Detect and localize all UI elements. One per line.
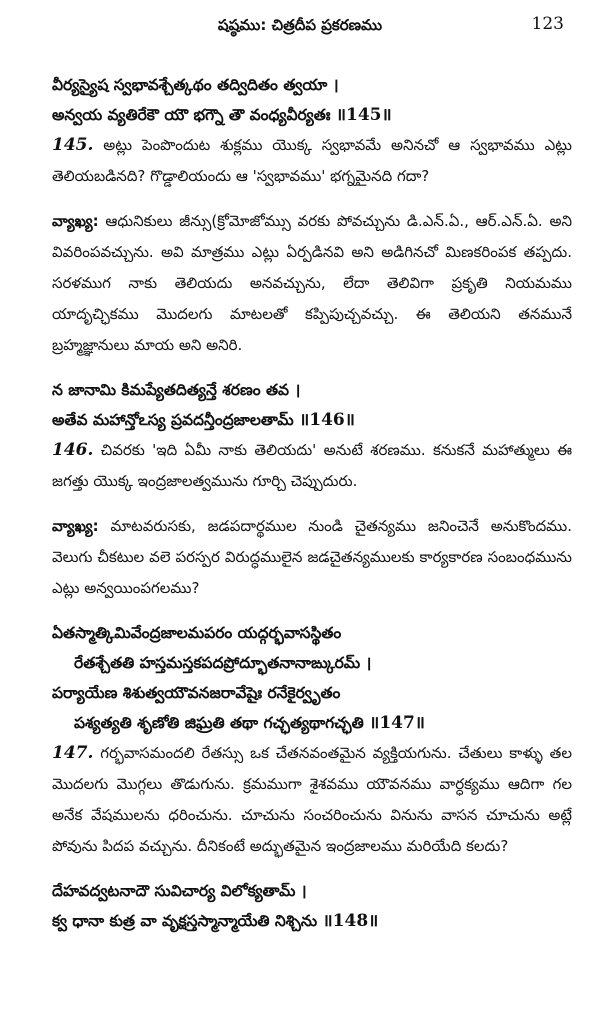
paragraph-number: 146. (52, 440, 94, 460)
paragraph-number: 145. (52, 135, 94, 155)
verse-line: ఏతస్మాత్కిమివేంద్రజాలమపరం యద్గర్భవాసస్థితం (52, 624, 342, 642)
spacer (52, 862, 572, 876)
verse-line: పర్యాయేణ శిశుత్వయౌవనజరావేషైః రనేకైర్వృతం (52, 684, 341, 702)
spacer (52, 192, 572, 206)
paragraph-text: అట్లు పెంపొందుట శుక్లము యొక్క స్వభావమే అనినచో ఆ స్వభావము ఎట్లు తెలియబడినది? గొడ్డాలియందు ఆ 'స్వభావము' భగ్నమైనది గదా? (52, 136, 572, 185)
verse-line-text: అతేవ మహాన్తోఽస్య ప్రవదన్తీంద్రజాలతామ్ (52, 411, 294, 429)
verse-line-text: అన్వయ వ్యతిరేకౌ యౌ భగ్నౌ తౌ వంధ్యవీర్యతః (52, 106, 331, 124)
verse-number: ॥145॥ (335, 105, 392, 125)
verse-number: ॥148॥ (322, 911, 379, 931)
verse-line (52, 405, 572, 435)
verse-line: న జానామి కిమప్యేతదిత్యన్తే శరణం తవ । (52, 381, 301, 399)
spacer (52, 604, 572, 618)
verse-145 (52, 70, 572, 130)
translation-145 (52, 130, 572, 192)
verse-line: వీర్యస్యైష స్వభావశ్చేత్కథం తద్విదితం త్వయా । (52, 76, 339, 94)
verse-line (52, 906, 572, 936)
spacer (52, 497, 572, 511)
verse-148 (52, 876, 572, 936)
commentary-label: వ్యాఖ్య: (52, 212, 99, 230)
paragraph-text: గర్భవాసమందలి రేతస్సు ఒక చేతనవంతమైన వ్యక్తియగును. చేతులు కాళ్ళు తల మొదలగు మొగ్గలు తొడుగును. క్రమముగా శైశవము యౌవనము వార్ధక్యము ఆదిగా గల అనేక వేషములను ధరించును. చూచును సంచరించును వినును వాసన చూచును అట్లే పోవును పిదప వచ్చును. దీనికంటే అద్భుతమైన ఇంద్రజాలము మరియేది కలదు? (52, 744, 572, 855)
translation-147 (52, 738, 572, 862)
verse-line (52, 708, 572, 738)
chapter-title: షష్ఠము: చిత్రదీప ప్రకరణము (217, 16, 383, 34)
commentary-text: ఆధునికులు జీన్సు(క్రోమోజోమ్సు వరకు పోవచ్చును డి.ఎన్.ఏ., ఆర్.ఎన్.ఏ. అని వివరింపవచ్చును. అవి మాత్రము ఎట్లు ఏర్పడినవి అని అడిగినచో మిణకరింపక తప్పదు. సరళముగ నాకు తెలియదు అనవచ్చును, లేదా తెలివిగా ప్రకృతి నియమము యాదృచ్ఛికము మొదలగు మాటలతో కప్పిపుచ్చవచ్చు. ఈ తెలియని తనమునే బ్రహ్మజ్ఞానులు మాయ అని అనిరి. (52, 212, 572, 354)
verse-line (52, 100, 572, 130)
commentary-146 (52, 511, 572, 604)
verse-line: దేహవద్వటనాదౌ సువిచార్య విలోక్యతామ్ । (52, 882, 307, 900)
page-number: 123 (531, 14, 564, 34)
verse-line-text: పశ్యత్యతి శృణోతి జిఘ్రతి తథా గచ్ఛత్యథాగచ్ఛతి (74, 714, 364, 732)
commentary-label: వ్యాఖ్య: (52, 517, 99, 535)
verse-line: రేతశ్చేతతి హస్తమస్తకపదప్రోద్భూతనానాఙ్కురమ్ । (74, 654, 372, 672)
page-header (0, 14, 600, 40)
verse-number: ॥147॥ (369, 713, 425, 733)
verse-number: ॥146॥ (299, 410, 355, 430)
verse-147 (52, 618, 572, 738)
page-body (52, 70, 572, 936)
paragraph-text: చివరకు 'ఇది ఏమీ నాకు తెలియదు' అనుటే శరణము. కనుకనే మహాత్ములు ఈ జగత్తు యొక్క ఇంద్రజాలత్వమును గూర్చి చెప్పుదురు. (52, 441, 572, 490)
commentary-145 (52, 206, 572, 361)
paragraph-number: 147. (52, 743, 94, 763)
verse-line-text: క్వ ధానా కుత్ర వా వృక్షస్తస్మాన్మాయేతి నిశ్చిను (52, 912, 318, 930)
spacer (52, 361, 572, 375)
verse-146 (52, 375, 572, 435)
commentary-text: మాటవరుసకు, జడపదార్థముల నుండి చైతన్యము జనించెనే అనుకొందము. వెలుగు చీకటుల వలె పరస్పర విరుద్ధములైన జడచైతన్యములకు కార్యకారణ సంబంధమును ఎట్లు అన్వయింపగలము? (52, 517, 572, 597)
translation-146 (52, 435, 572, 497)
